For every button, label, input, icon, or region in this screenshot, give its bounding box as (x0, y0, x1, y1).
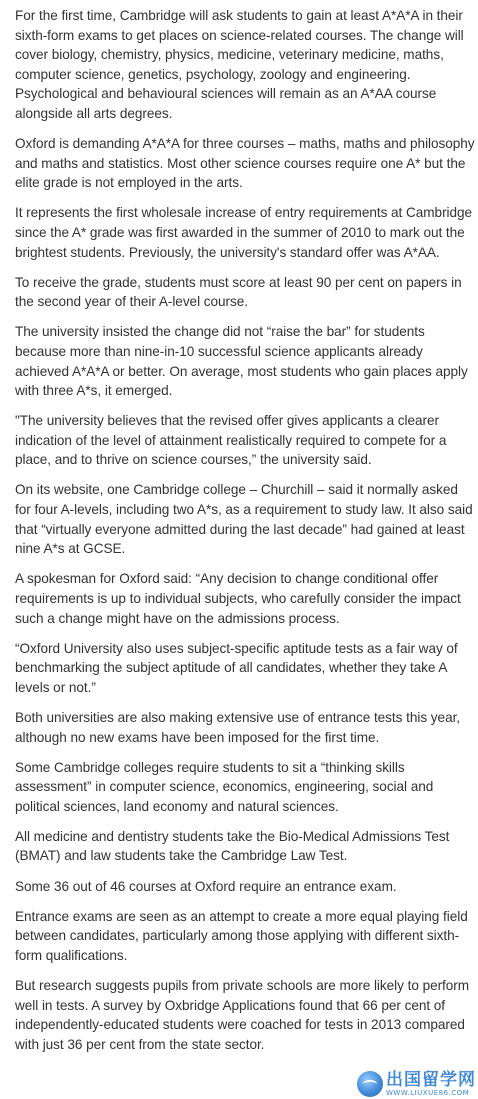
paragraph-2: Oxford is demanding A*A*A for three courses – maths, maths and philosophy and maths and statistics. Most other science courses require one A* but the elite grade is not employed in the arts. (15, 136, 475, 191)
paragraph-6: "The university believes that the revised offer gives applicants a clearer indication of the level of attainment realistically required to compete for a place, and to thrive on science courses,” the university said. (15, 413, 447, 468)
article-body (15, 6, 477, 1065)
paragraph-10: Both universities are also making extensive use of entrance tests this year, although no new exams have been imposed for the first time. (15, 709, 461, 745)
paragraph-9: “Oxford University also uses subject-specific aptitude tests as a fair way of benchmarking the subject aptitude of all candidates, whether they take A levels or not.” (15, 640, 458, 695)
paragraph-5: The university insisted the change did not “raise the bar” for students because more than nine-in-10 successful science applicants already achieved A*A*A or better. On average, most students who gain places apply with three A*s, it emerged. (15, 324, 468, 399)
paragraph-13: Some 36 out of 46 courses at Oxford require an entrance exam. (15, 878, 397, 894)
paragraph-7: On its website, one Cambridge college – Churchill – said it normally asked for four A-levels, including two A*s, as a requirement to study law. It also said that “virtually everyone admitted during the last decade” had gained at least nine A*s at GCSE. (15, 482, 473, 557)
paragraph-11: Some Cambridge colleges require students to sit a “thinking skills assessment” in computer science, economics, engineering, social and political sciences, land economy and natural sciences. (15, 759, 434, 814)
watermark-title: 出国留学网 (386, 1069, 476, 1090)
paragraph-3: It represents the first wholesale increase of entry requirements at Cambridge since the A* grade was first awarded in the summer of 2010 to mark out the brightest students. Previously, the university's standard offer was A*AA. (15, 205, 473, 260)
paragraph-12: All medicine and dentistry students take the Bio-Medical Admissions Test (BMAT) and law students take the Cambridge Law Test. (15, 828, 450, 864)
watermark-text (386, 1069, 476, 1097)
watermark-url: WWW.LIUXUE86.COM (386, 1088, 470, 1097)
globe-logo-icon (357, 1071, 383, 1097)
paragraph-4: To receive the grade, students must score at least 90 per cent on papers in the second year of their A-level course. (15, 274, 462, 310)
site-watermark (357, 1071, 476, 1097)
paragraph-1: For the first time, Cambridge will ask students to gain at least A*A*A in their sixth-form exams to get places on science-related courses. The change will cover biology, chemistry, physics, medicine, veterinary medicine, maths, computer science, genetics, psychology, zoology and engineering. Psychological and behavioural sciences will remain as an A*AA course alongside all arts degrees. (15, 8, 464, 121)
paragraph-14: Entrance exams are seen as an attempt to create a more equal playing field between candidates, particularly among those applying with different sixth-form qualifications. (15, 908, 468, 963)
paragraph-15: But research suggests pupils from private schools are more likely to perform well in tests. A survey by Oxbridge Applications found that 66 per cent of independently-educated students were coached for tests in 2013 compared with just 36 per cent from the state sector. (15, 977, 470, 1052)
paragraph-8: A spokesman for Oxford said: “Any decision to change conditional offer requirements is up to individual subjects, who carefully consider the impact such a change might have on the admissions process. (15, 571, 461, 626)
